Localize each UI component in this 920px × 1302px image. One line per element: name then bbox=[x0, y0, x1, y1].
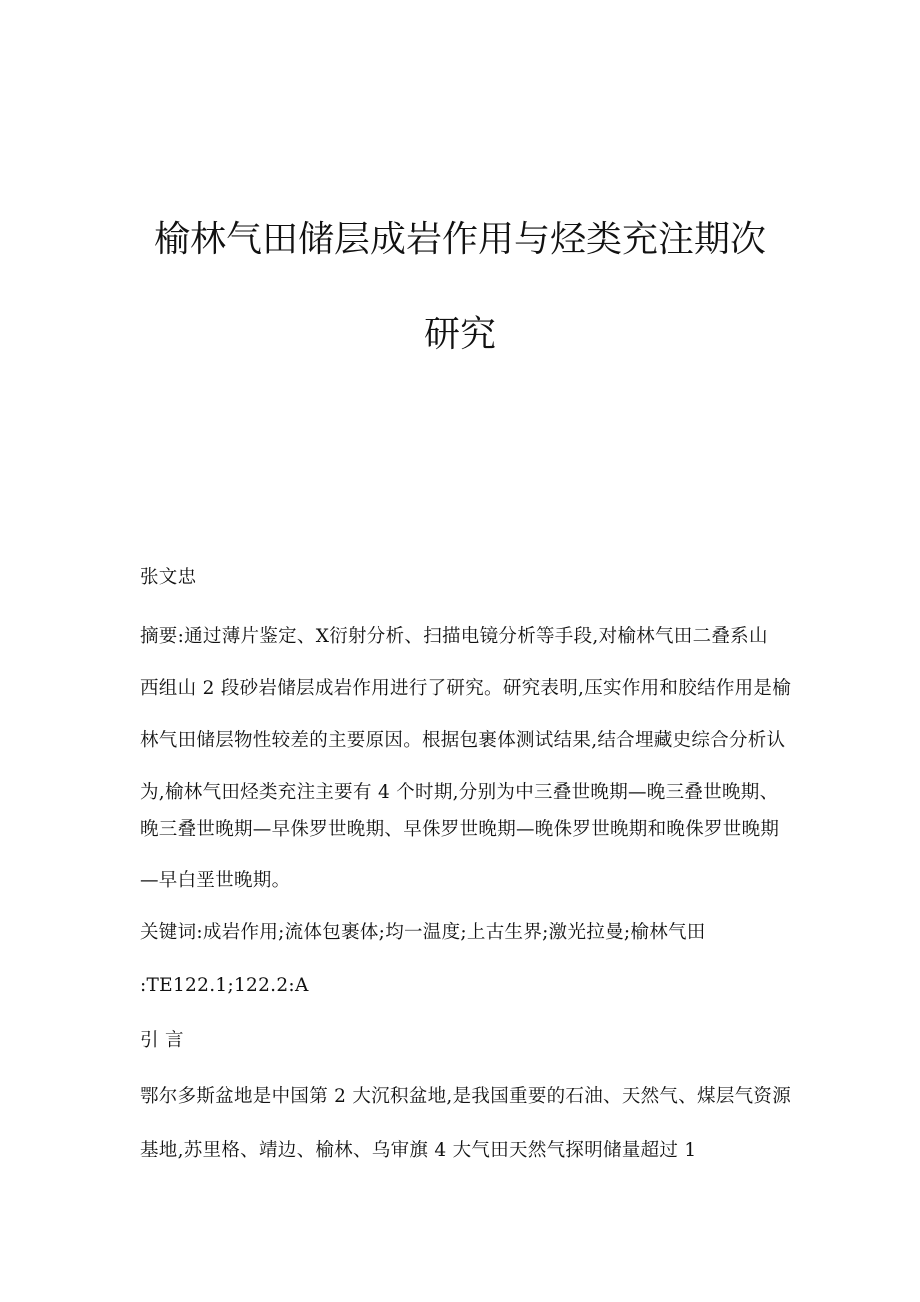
document-title-line-1: 榆林气田储层成岩作用与烃类充注期次 bbox=[153, 219, 766, 260]
abstract-line: 晚三叠世晚期—早侏罗世晚期、早侏罗世晚期—晚侏罗世晚期和晚侏罗世晚期 bbox=[140, 819, 780, 840]
abstract-line: 摘要:通过薄片鉴定、X衍射分析、扫描电镜分析等手段,对榆林气田二叠系山 bbox=[140, 626, 768, 647]
abstract-line: 西组山 2 段砂岩储层成岩作用进行了研究。研究表明,压实作用和胶结作用是榆 bbox=[140, 678, 792, 699]
intro-line: 基地,苏里格、靖边、榆林、乌审旗 4 大气田天然气探明储量超过 1 bbox=[140, 1140, 697, 1161]
classification-code: :TE122.1;122.2:A bbox=[140, 975, 309, 996]
keywords: 关键词:成岩作用;流体包裹体;均一温度;上古生界;激光拉曼;榆林气田 bbox=[140, 922, 706, 943]
section-heading-introduction: 引 言 bbox=[140, 1030, 184, 1051]
abstract-line: 为,榆林气田烃类充注主要有 4 个时期,分别为中三叠世晚期—晚三叠世晚期、 bbox=[140, 782, 779, 803]
abstract-line: —早白垩世晚期。 bbox=[140, 870, 291, 891]
document-title-line-2: 研究 bbox=[423, 314, 496, 355]
abstract-line: 林气田储层物性较差的主要原因。根据包裹体测试结果,结合埋藏史综合分析认 bbox=[140, 730, 786, 751]
intro-line: 鄂尔多斯盆地是中国第 2 大沉积盆地,是我国重要的石油、天然气、煤层气资源 bbox=[140, 1086, 792, 1107]
author: 张文忠 bbox=[140, 567, 197, 588]
